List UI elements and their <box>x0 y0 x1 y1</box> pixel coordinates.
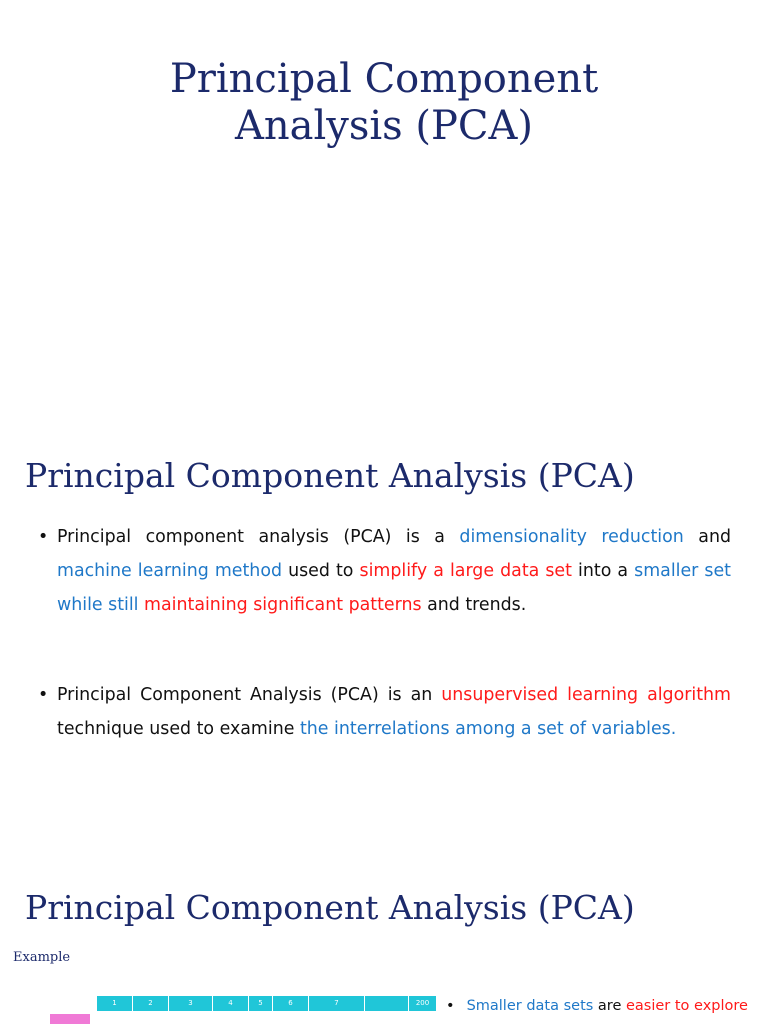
text-span: and trends. <box>421 595 527 615</box>
highlight-blue: dimensionality reduction <box>459 527 684 547</box>
data-table <box>97 996 437 1024</box>
bullet-item <box>38 678 731 746</box>
slide-title: Principal Component Analysis (PCA) <box>25 456 635 495</box>
highlight-blue: Smaller data sets <box>466 998 594 1014</box>
text-span: technique used to examine <box>57 719 300 739</box>
highlight-red: unsupervised learning algorithm <box>441 685 731 705</box>
table-subheader-row <box>97 1011 437 1024</box>
bullet-list <box>38 678 731 746</box>
highlight-blue: smaller set while still <box>57 561 731 615</box>
table-header-cell: 4 <box>213 996 249 1011</box>
table-header-cell: 200 <box>409 996 437 1011</box>
text-span: Principal component analysis (PCA) is a <box>57 527 460 547</box>
text-span: Principal Component Analysis (PCA) is an <box>57 685 442 705</box>
slide-title: Principal Component Analysis (PCA) <box>25 888 635 927</box>
text-span: used to <box>282 561 360 581</box>
bullet-item <box>38 520 731 622</box>
text-span: into a <box>571 561 635 581</box>
table-header-cell <box>365 996 409 1011</box>
example-label: Example <box>13 950 71 965</box>
bullet-dot: • <box>38 527 49 547</box>
bullet-dot: • <box>446 998 455 1014</box>
bullet-dot: • <box>38 685 49 705</box>
table-header-cell: 2 <box>133 996 169 1011</box>
table-header-cell: 5 <box>249 996 273 1011</box>
highlight-red: simplify a large data set <box>359 561 572 581</box>
highlight-blue: the interrelations among a set of variables. <box>299 719 677 739</box>
table-header-cell: 1 <box>97 996 133 1011</box>
table-header-row <box>97 996 437 1011</box>
example-slide <box>0 856 768 1024</box>
table-header-cell: 6 <box>273 996 309 1011</box>
definition-slide <box>0 428 768 848</box>
side-bullet <box>446 995 748 1017</box>
highlight-blue: machine learning method <box>57 561 282 581</box>
highlight-red: maintaining significant patterns <box>144 595 422 615</box>
highlight-red: easier to explore <box>625 998 748 1014</box>
table-header-cell: 3 <box>169 996 213 1011</box>
text-span: are <box>593 998 626 1014</box>
title-line-1: Principal Component <box>169 56 599 102</box>
title-line-2: Analysis (PCA) <box>234 103 534 149</box>
text-span: and <box>683 527 732 547</box>
table-row-marker <box>50 1014 90 1024</box>
bullet-list <box>38 520 731 622</box>
table-header-cell: 7 <box>309 996 365 1011</box>
title-slide <box>0 0 768 420</box>
slide-title <box>0 56 768 150</box>
